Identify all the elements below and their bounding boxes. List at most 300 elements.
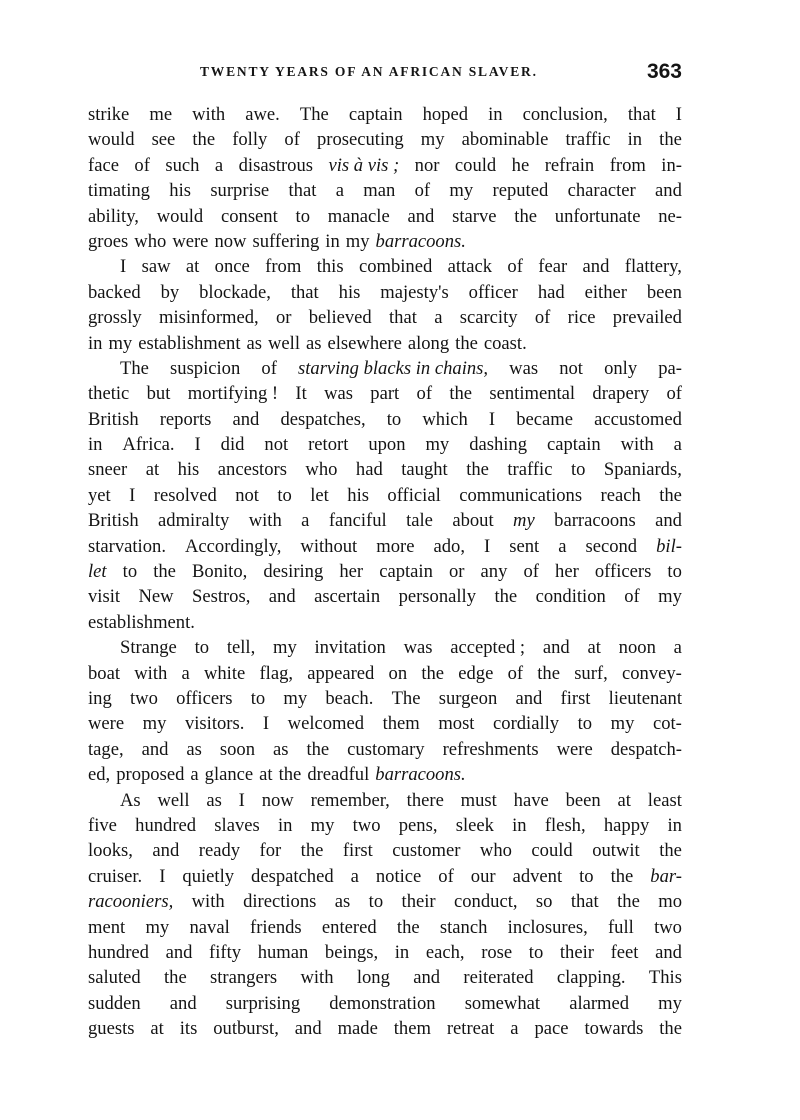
text-line bbox=[88, 305, 682, 330]
word: as bbox=[273, 738, 289, 760]
word: with bbox=[248, 510, 282, 532]
word: was bbox=[403, 637, 433, 659]
italic-word: racooniers, bbox=[88, 891, 174, 913]
word: to bbox=[577, 713, 593, 735]
word: at bbox=[145, 459, 160, 481]
word: face bbox=[88, 154, 119, 176]
word: his bbox=[169, 180, 191, 202]
word: my bbox=[658, 992, 682, 1014]
word: and bbox=[542, 637, 570, 659]
word: of bbox=[624, 586, 640, 608]
word: least bbox=[647, 789, 682, 811]
word: folly bbox=[232, 129, 268, 151]
word: Bonito, bbox=[192, 561, 248, 583]
word: on bbox=[388, 662, 408, 684]
word: more bbox=[376, 535, 415, 557]
word: resolved bbox=[153, 484, 217, 506]
word: ed, bbox=[88, 764, 111, 786]
word: a bbox=[335, 180, 344, 202]
word: fear bbox=[538, 256, 568, 278]
word: such bbox=[165, 154, 200, 176]
word: glance bbox=[204, 764, 254, 786]
word: I bbox=[238, 789, 245, 811]
word: disastrous bbox=[238, 154, 313, 176]
word: captain bbox=[546, 434, 601, 456]
word: in bbox=[512, 814, 527, 836]
word: but bbox=[146, 383, 171, 405]
word: I bbox=[484, 535, 491, 557]
word: her bbox=[555, 561, 579, 583]
word: could bbox=[531, 840, 573, 862]
word: hundred bbox=[135, 814, 197, 836]
word: that bbox=[290, 281, 319, 303]
word: my bbox=[449, 180, 474, 202]
word: hundred bbox=[88, 941, 149, 963]
word: tell, bbox=[226, 637, 256, 659]
word: his bbox=[338, 281, 361, 303]
word: I bbox=[675, 104, 682, 125]
word: and bbox=[655, 941, 682, 963]
word: I bbox=[129, 484, 136, 506]
word: the bbox=[617, 891, 640, 913]
page-number: 363 bbox=[646, 60, 682, 83]
word: I bbox=[159, 865, 166, 887]
word: my bbox=[420, 129, 445, 151]
word: surgeon bbox=[438, 687, 498, 709]
text-line bbox=[88, 178, 682, 203]
text-line bbox=[88, 559, 682, 584]
word: inclosures, bbox=[507, 916, 588, 938]
word: Strange bbox=[120, 637, 177, 659]
word: ready bbox=[198, 840, 241, 862]
word: captain bbox=[379, 561, 433, 583]
word: I bbox=[120, 256, 127, 278]
word: manacle bbox=[327, 205, 390, 227]
word: sentimental bbox=[489, 383, 576, 405]
text-line bbox=[88, 686, 682, 711]
word: beings, bbox=[324, 941, 379, 963]
word: looks, bbox=[88, 840, 133, 862]
word: retreat bbox=[446, 1018, 495, 1040]
italic-word: bil- bbox=[656, 535, 682, 557]
word: full bbox=[607, 916, 634, 938]
word: who bbox=[134, 230, 167, 252]
word: cot- bbox=[652, 713, 682, 735]
word: lieutenant bbox=[608, 687, 682, 709]
word: who bbox=[479, 840, 512, 862]
text-line bbox=[88, 356, 682, 381]
word: in bbox=[325, 230, 340, 252]
word: communications bbox=[459, 484, 583, 506]
word: man bbox=[363, 180, 396, 202]
word: of bbox=[284, 129, 300, 151]
word: saw bbox=[141, 256, 171, 278]
word: or bbox=[448, 561, 465, 583]
word: so bbox=[535, 891, 553, 913]
text-line bbox=[88, 280, 682, 305]
word: officers bbox=[176, 687, 233, 709]
word: a bbox=[558, 535, 567, 557]
word: Sestros, bbox=[191, 586, 251, 608]
text-line bbox=[88, 889, 682, 914]
word: that bbox=[288, 180, 317, 202]
word: barracoons bbox=[554, 510, 636, 532]
word: naval bbox=[189, 916, 230, 938]
word: outwit bbox=[592, 840, 640, 862]
text-line bbox=[88, 331, 682, 356]
word: Accordingly, bbox=[185, 535, 282, 557]
word: were bbox=[556, 738, 593, 760]
word: that bbox=[627, 104, 656, 125]
word: the bbox=[466, 459, 489, 481]
word: starvation. bbox=[88, 535, 166, 557]
word: a bbox=[181, 662, 190, 684]
word: that bbox=[389, 307, 417, 329]
word: to bbox=[386, 408, 402, 430]
word: directions bbox=[243, 891, 317, 913]
word: and bbox=[169, 992, 197, 1014]
word: surf, bbox=[574, 662, 608, 684]
word: notice bbox=[375, 865, 422, 887]
text-line bbox=[88, 1016, 682, 1041]
word: soon bbox=[219, 738, 256, 760]
text-line bbox=[88, 965, 682, 990]
word: and bbox=[655, 510, 682, 532]
word: his bbox=[177, 459, 200, 481]
italic-word: let bbox=[88, 561, 107, 583]
word: to bbox=[368, 891, 384, 913]
word: blockade, bbox=[199, 281, 271, 303]
text-line bbox=[88, 610, 682, 635]
word: of bbox=[666, 383, 682, 405]
word: of bbox=[438, 865, 454, 887]
italic-word: bar- bbox=[650, 865, 682, 887]
word: suspicion bbox=[170, 357, 241, 379]
word: first bbox=[560, 687, 591, 709]
word: and bbox=[268, 586, 296, 608]
text-line bbox=[88, 102, 682, 127]
word: my bbox=[108, 332, 133, 354]
word: strike bbox=[88, 104, 130, 125]
word: noon bbox=[618, 637, 656, 659]
word: sleek bbox=[455, 814, 494, 836]
word: in bbox=[667, 814, 682, 836]
word: a bbox=[350, 865, 359, 887]
word: saluted bbox=[88, 967, 141, 989]
word: my bbox=[658, 586, 682, 608]
word: to bbox=[277, 484, 292, 506]
word: my bbox=[283, 687, 308, 709]
word: captain bbox=[348, 104, 403, 125]
word: and bbox=[407, 205, 435, 227]
word: despatched bbox=[251, 865, 334, 887]
word: the bbox=[494, 586, 518, 608]
word: sent bbox=[509, 535, 540, 557]
text-line bbox=[88, 940, 682, 965]
word: I bbox=[488, 408, 496, 430]
word: for bbox=[259, 840, 282, 862]
word: the bbox=[163, 967, 187, 989]
word: either bbox=[584, 281, 627, 303]
word: my bbox=[272, 637, 297, 659]
word: which bbox=[422, 408, 468, 430]
word: now bbox=[214, 230, 247, 252]
word: the bbox=[659, 129, 682, 151]
word: and bbox=[152, 840, 180, 862]
word: As bbox=[120, 789, 141, 811]
word: five bbox=[88, 814, 117, 836]
word: a bbox=[214, 154, 224, 176]
word: groes bbox=[88, 230, 129, 252]
word: well bbox=[157, 789, 190, 811]
word: conclusion, bbox=[522, 104, 608, 125]
word: reputed bbox=[492, 180, 549, 202]
word: could bbox=[454, 154, 497, 176]
word: ancestors bbox=[217, 459, 287, 481]
word: scarcity bbox=[459, 307, 518, 329]
word: two bbox=[352, 814, 381, 836]
word: my bbox=[145, 916, 170, 938]
word: customary bbox=[347, 738, 425, 760]
word: were bbox=[172, 230, 209, 252]
word: to bbox=[122, 561, 138, 583]
word: me bbox=[149, 104, 173, 125]
word: the bbox=[514, 205, 537, 227]
word: first bbox=[342, 840, 373, 862]
word: ment bbox=[88, 916, 126, 938]
word: his bbox=[347, 484, 369, 506]
word: the bbox=[449, 383, 473, 405]
word: of bbox=[261, 357, 277, 379]
word: the bbox=[659, 1018, 682, 1040]
word: traffic bbox=[507, 459, 553, 481]
word: consent bbox=[220, 205, 278, 227]
word: backed bbox=[88, 281, 141, 303]
word: flattery, bbox=[624, 256, 682, 278]
word: in bbox=[488, 104, 503, 125]
word: officer bbox=[468, 281, 518, 303]
word: without bbox=[300, 535, 358, 557]
word: the bbox=[537, 662, 560, 684]
word: I bbox=[194, 434, 201, 456]
word: to bbox=[295, 205, 311, 227]
word: most bbox=[438, 713, 475, 735]
word: ability, bbox=[88, 205, 139, 227]
word: at bbox=[185, 256, 200, 278]
word: accepted ; bbox=[450, 637, 526, 659]
word: only bbox=[604, 357, 638, 379]
text-line bbox=[88, 813, 682, 838]
word: Spaniards, bbox=[603, 459, 682, 481]
word: my bbox=[610, 713, 635, 735]
word: to bbox=[194, 637, 210, 659]
text-line bbox=[88, 838, 682, 863]
word: by bbox=[160, 281, 180, 303]
word: cordially bbox=[493, 713, 560, 735]
word: entered bbox=[321, 916, 377, 938]
word: part bbox=[370, 383, 400, 405]
word: her bbox=[339, 561, 364, 583]
word: conduct, bbox=[454, 891, 518, 913]
word: nor bbox=[414, 154, 440, 176]
word: a bbox=[673, 637, 682, 659]
word: abominable bbox=[461, 129, 549, 151]
word: grossly bbox=[88, 307, 142, 329]
word: British bbox=[88, 408, 139, 430]
word: with bbox=[300, 967, 334, 989]
word: retort bbox=[308, 434, 349, 456]
word: in bbox=[394, 941, 410, 963]
word: the bbox=[306, 738, 330, 760]
word: and bbox=[655, 180, 682, 202]
word: of bbox=[534, 307, 551, 329]
text-line bbox=[88, 432, 682, 457]
word: at bbox=[587, 637, 601, 659]
word: officers bbox=[594, 561, 652, 583]
word: and bbox=[515, 687, 543, 709]
word: mortifying ! bbox=[187, 383, 279, 405]
word: prosecuting bbox=[316, 129, 404, 151]
word: timating bbox=[88, 180, 150, 202]
word: clapping. bbox=[556, 967, 626, 989]
word: suffering bbox=[252, 230, 320, 252]
word: a bbox=[673, 434, 682, 456]
word: traffic bbox=[565, 129, 611, 151]
text-line bbox=[88, 762, 682, 787]
word: along bbox=[407, 332, 450, 354]
text-line bbox=[88, 711, 682, 736]
word: fifty bbox=[209, 941, 242, 963]
word: had bbox=[537, 281, 565, 303]
word: Africa. bbox=[122, 434, 175, 456]
word: drapery bbox=[592, 383, 650, 405]
word: upon bbox=[368, 434, 406, 456]
word: tage, bbox=[88, 738, 124, 760]
word: official bbox=[387, 484, 441, 506]
word: from bbox=[609, 154, 646, 176]
word: who bbox=[305, 459, 338, 481]
word: sudden bbox=[88, 992, 141, 1014]
word: to bbox=[528, 941, 544, 963]
word: of bbox=[134, 154, 150, 176]
italic-word: vis à vis ; bbox=[328, 154, 400, 176]
word: had bbox=[355, 459, 383, 481]
word: starve bbox=[452, 205, 497, 227]
word: with bbox=[191, 891, 225, 913]
word: pens, bbox=[398, 814, 438, 836]
text-line bbox=[88, 153, 682, 178]
word: quietly bbox=[182, 865, 235, 887]
word: somewhat bbox=[464, 992, 541, 1014]
word: of bbox=[523, 561, 539, 583]
text-line bbox=[88, 915, 682, 940]
word: cruiser. bbox=[88, 865, 143, 887]
word: at bbox=[617, 789, 631, 811]
word: second bbox=[585, 535, 638, 557]
text-line bbox=[88, 407, 682, 432]
text-line bbox=[88, 635, 682, 660]
word: see bbox=[151, 129, 176, 151]
word: with bbox=[620, 434, 654, 456]
word: my bbox=[142, 713, 167, 735]
word: pace bbox=[534, 1018, 569, 1040]
word: mo bbox=[658, 891, 682, 913]
word: made bbox=[337, 1018, 378, 1040]
word: condition bbox=[535, 586, 606, 608]
text-line bbox=[88, 204, 682, 229]
word: them bbox=[393, 1018, 431, 1040]
word: admiralty bbox=[158, 510, 230, 532]
word: was bbox=[509, 357, 539, 379]
word: demonstration bbox=[329, 992, 436, 1014]
word: hoped bbox=[422, 104, 469, 125]
word: the bbox=[153, 561, 176, 583]
word: reports bbox=[159, 408, 212, 430]
word: coast. bbox=[483, 332, 527, 354]
word: not bbox=[559, 357, 583, 379]
word: been bbox=[646, 281, 682, 303]
word: as bbox=[206, 789, 222, 811]
word: fanciful bbox=[328, 510, 387, 532]
word: now bbox=[261, 789, 294, 811]
word: there bbox=[406, 789, 444, 811]
word: two bbox=[129, 687, 158, 709]
word: invitation bbox=[314, 637, 386, 659]
word: personally bbox=[398, 586, 477, 608]
word: as bbox=[334, 891, 351, 913]
word: misinformed, bbox=[159, 307, 259, 329]
word: my bbox=[425, 434, 450, 456]
word: my bbox=[310, 814, 335, 836]
word: to bbox=[667, 561, 682, 583]
running-head bbox=[88, 62, 682, 86]
word: with bbox=[192, 104, 226, 125]
word: the bbox=[659, 840, 682, 862]
word: and bbox=[141, 738, 169, 760]
word: their bbox=[559, 941, 594, 963]
word: from bbox=[265, 256, 302, 278]
word: was bbox=[324, 383, 353, 405]
word: and bbox=[413, 967, 441, 989]
word: and bbox=[165, 941, 193, 963]
text-line bbox=[88, 457, 682, 482]
word: appeared bbox=[307, 662, 375, 684]
word: the bbox=[300, 840, 324, 862]
word: guests bbox=[88, 1018, 135, 1040]
word: taught bbox=[401, 459, 448, 481]
word: It bbox=[295, 383, 307, 405]
word: as bbox=[306, 332, 322, 354]
word: their bbox=[401, 891, 436, 913]
word: character bbox=[567, 180, 636, 202]
text-line bbox=[88, 483, 682, 508]
word: accustomed bbox=[594, 408, 682, 430]
word: British bbox=[88, 510, 139, 532]
word: that bbox=[570, 891, 599, 913]
word: proposed bbox=[116, 764, 185, 786]
word: happy bbox=[603, 814, 650, 836]
word: to bbox=[570, 459, 586, 481]
word: would bbox=[88, 129, 135, 151]
text-line bbox=[88, 508, 682, 533]
text-line bbox=[88, 254, 682, 279]
word: and bbox=[294, 1018, 322, 1040]
word: our bbox=[470, 865, 496, 887]
word: in bbox=[88, 434, 103, 456]
word: well bbox=[267, 332, 300, 354]
word: did bbox=[220, 434, 245, 456]
word: as bbox=[246, 332, 262, 354]
